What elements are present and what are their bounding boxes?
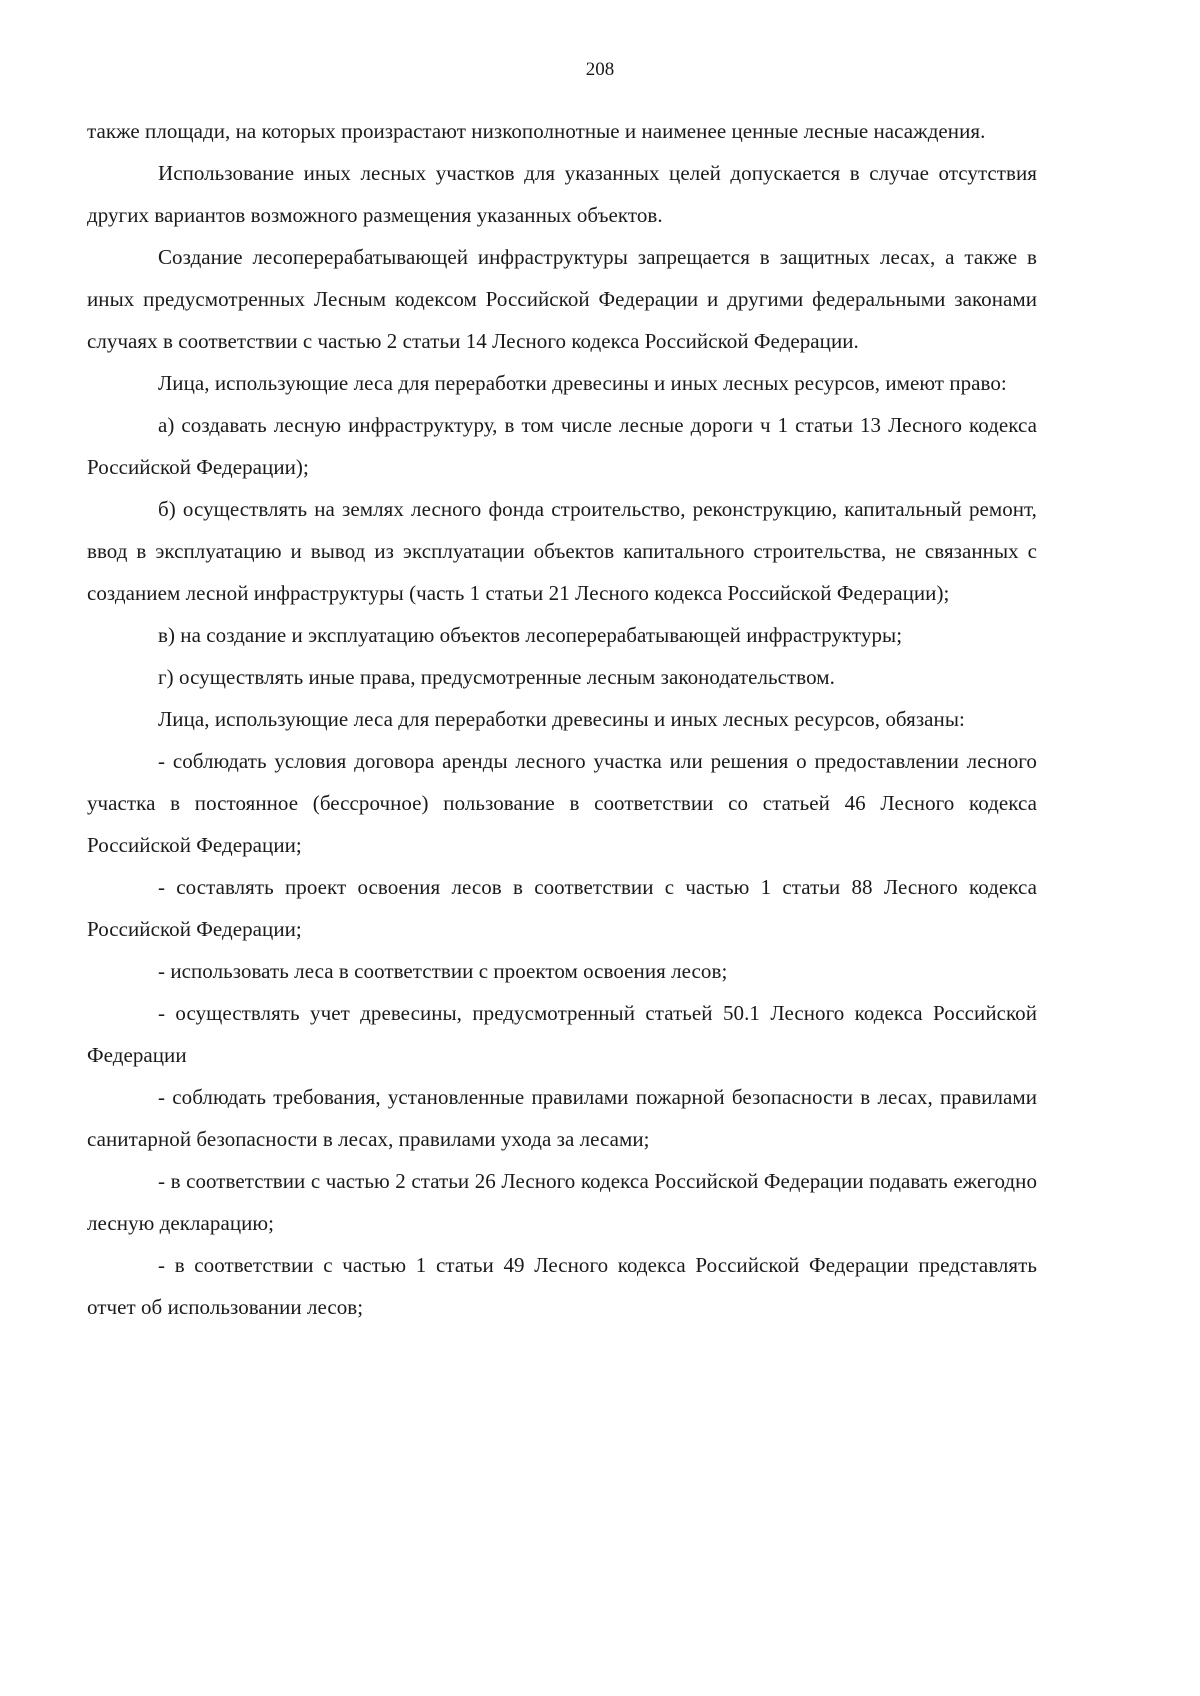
list-item: б) осуществлять на землях лесного фонда строительство, реконструкцию, капитальный ремонт, ввод в эксплуатацию и вывод из эксплуатации объектов капитального строительства, не связанных с созданием лесной инфраструктуры (часть 1 статьи 21 Лесного кодекса Российской Федерации); [87,497,1037,605]
list-item: а) создавать лесную инфраструктуру, в том числе лесные дороги ч 1 статьи 13 Лесного кодекса Российской Федерации); [87,413,1037,479]
list-item: - составлять проект освоения лесов в соответствии с частью 1 статьи 88 Лесного кодекса Российской Федерации; [87,875,1037,941]
list-item: в) на создание и эксплуатацию объектов лесоперерабатывающей инфраструктуры; [158,623,903,647]
list-item: - соблюдать условия договора аренды лесного участка или решения о предоставлении лесного участка в постоянное (бессрочное) пользование в соответствии со статьей 46 Лесного кодекса Российской Федерации; [87,749,1037,857]
page-number: 208 [585,59,615,80]
paragraph: Использование иных лесных участков для указанных целей допускается в случае отсутствия других вариантов возможного размещения указанных объектов. [87,161,1037,227]
paragraph: Создание лесоперерабатывающей инфраструктуры запрещается в защитных лесах, а также в иных предусмотренных Лесным кодексом Российской Федерации и другими федеральными законами случаях в соответствии с частью 2 статьи 14 Лесного кодекса Российской Федерации. [87,245,1037,353]
list-item: - в соответствии с частью 1 статьи 49 Лесного кодекса Российской Федерации представлять отчет об использовании лесов; [87,1253,1037,1319]
paragraph: Лица, использующие леса для переработки древесины и иных лесных ресурсов, имеют право: [158,371,1007,395]
paragraph: также площади, на которых произрастают низкополнотные и наименее ценные лесные насаждения. [87,119,986,143]
document-body [87,110,1037,1328]
list-item: г) осуществлять иные права, предусмотренные лесным законодательством. [158,665,835,689]
list-item: - в соответствии с частью 2 статьи 26 Лесного кодекса Российской Федерации подавать ежегодно лесную декларацию; [87,1169,1037,1235]
paragraph: Лица, использующие леса для переработки древесины и иных лесных ресурсов, обязаны: [158,707,965,731]
list-item: - соблюдать требования, установленные правилами пожарной безопасности в лесах, правилами санитарной безопасности в лесах, правилами ухода за лесами; [87,1085,1037,1151]
list-item: - использовать леса в соответствии с проектом освоения лесов; [158,959,728,983]
list-item: - осуществлять учет древесины, предусмотренный статьей 50.1 Лесного кодекса Российской Федерации [87,1001,1037,1067]
